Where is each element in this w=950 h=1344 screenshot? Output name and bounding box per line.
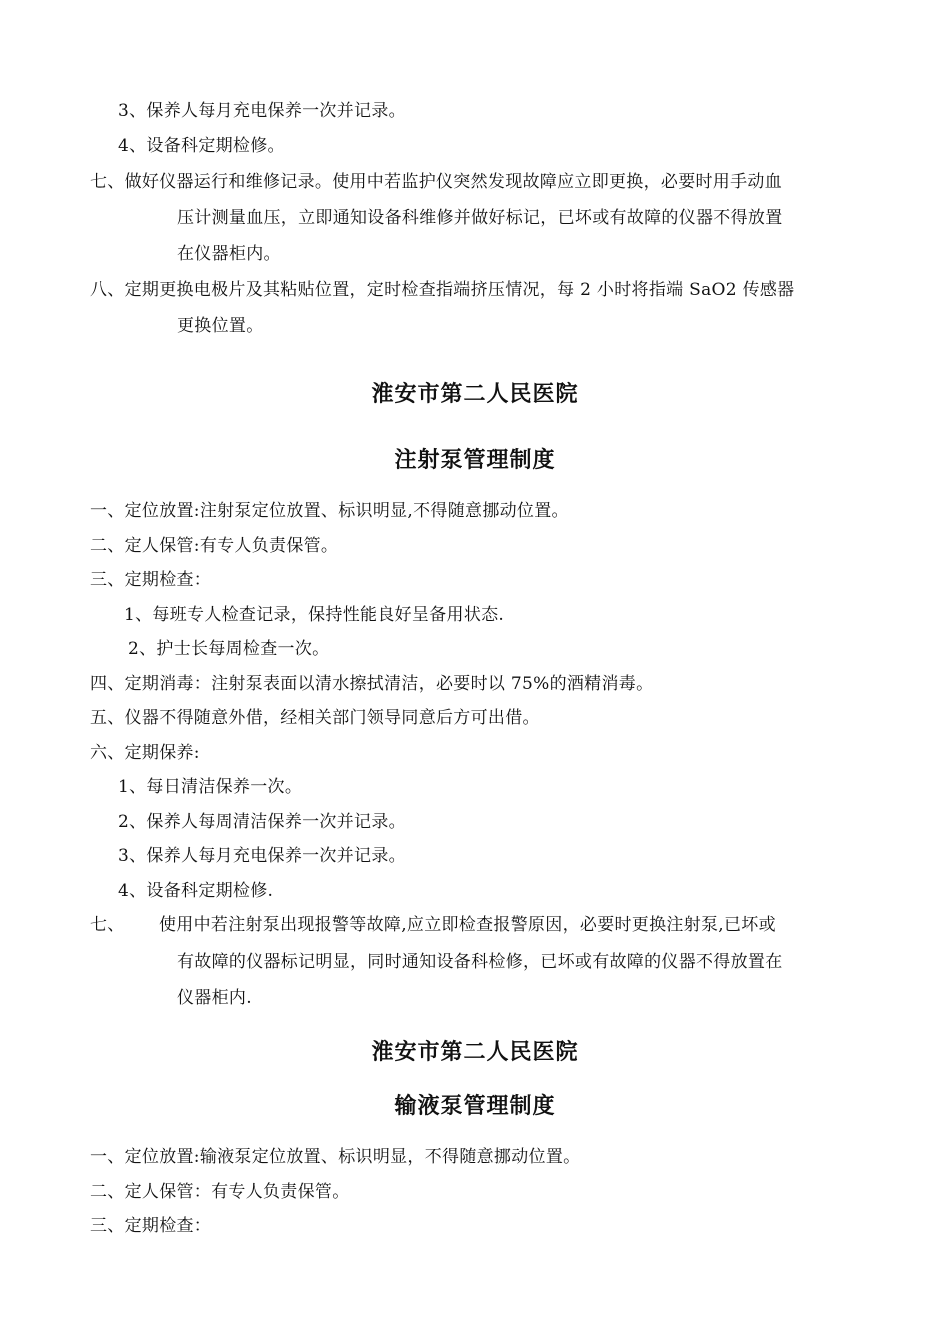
rule-7-line-1: 七、做好仪器运行和维修记录。使用中若监护仪突然发现故障应立即更换，必要时用手动血 [90, 172, 782, 192]
syringe-rule-7-line-1: 使用中若注射泵出现报警等故障,应立即检查报警原因，必要时更换注射泵,已坏或 [159, 915, 776, 935]
syringe-maint-item-2: 2、保养人每周清洁保养一次并记录。 [118, 812, 406, 832]
infusion-rule-2: 二、定人保管：有专人负责保管。 [90, 1182, 350, 1202]
syringe-rule-1: 一、定位放置:注射泵定位放置、标识明显,不得随意挪动位置。 [90, 501, 569, 521]
hospital-heading-1: 淮安市第二人民医院 [371, 382, 579, 407]
rule-7-line-3: 在仪器柜内。 [177, 244, 281, 264]
hospital-heading-2: 淮安市第二人民医院 [371, 1040, 579, 1065]
maintenance-item-3: 3、保养人每月充电保养一次并记录。 [118, 101, 406, 121]
syringe-rule-7-line-3: 仪器柜内. [177, 988, 252, 1008]
syringe-check-item-2: 2、护士长每周检查一次。 [128, 639, 330, 659]
syringe-pump-title: 注射泵管理制度 [394, 448, 556, 473]
syringe-maint-item-4: 4、设备科定期检修. [118, 881, 274, 901]
maintenance-item-4: 4、设备科定期检修。 [118, 136, 285, 156]
syringe-rule-2: 二、定人保管:有专人负责保管。 [90, 536, 339, 556]
syringe-rule-4: 四、定期消毒：注射泵表面以清水擦拭清洁，必要时以 75%的酒精消毒。 [90, 674, 654, 694]
syringe-maint-item-1: 1、每日清洁保养一次。 [118, 777, 303, 797]
syringe-rule-6: 六、定期保养: [90, 743, 200, 763]
syringe-maint-item-3: 3、保养人每月充电保养一次并记录。 [118, 846, 406, 866]
rule-8-line-1: 八、定期更换电极片及其粘贴位置，定时检查指端挤压情况，每 2 小时将指端 SaO2 传感器 [90, 280, 795, 300]
syringe-rule-7-line-2: 有故障的仪器标记明显，同时通知设备科检修，已坏或有故障的仪器不得放置在 [177, 952, 783, 972]
syringe-rule-5: 五、仪器不得随意外借，经相关部门领导同意后方可出借。 [90, 708, 540, 728]
infusion-pump-title: 输液泵管理制度 [394, 1094, 556, 1119]
rule-8-line-2: 更换位置。 [177, 316, 264, 336]
infusion-rule-3: 三、定期检查： [90, 1216, 212, 1236]
syringe-rule-7-number: 七、 [90, 915, 125, 935]
syringe-check-item-1: 1、每班专人检查记录，保持性能良好呈备用状态. [124, 605, 505, 625]
syringe-rule-3: 三、定期检查： [90, 570, 212, 590]
rule-7-line-2: 压计测量血压，立即通知设备科维修并做好标记，已坏或有故障的仪器不得放置 [177, 208, 783, 228]
infusion-rule-1: 一、定位放置:输液泵定位放置、标识明显，不得随意挪动位置。 [90, 1147, 581, 1167]
